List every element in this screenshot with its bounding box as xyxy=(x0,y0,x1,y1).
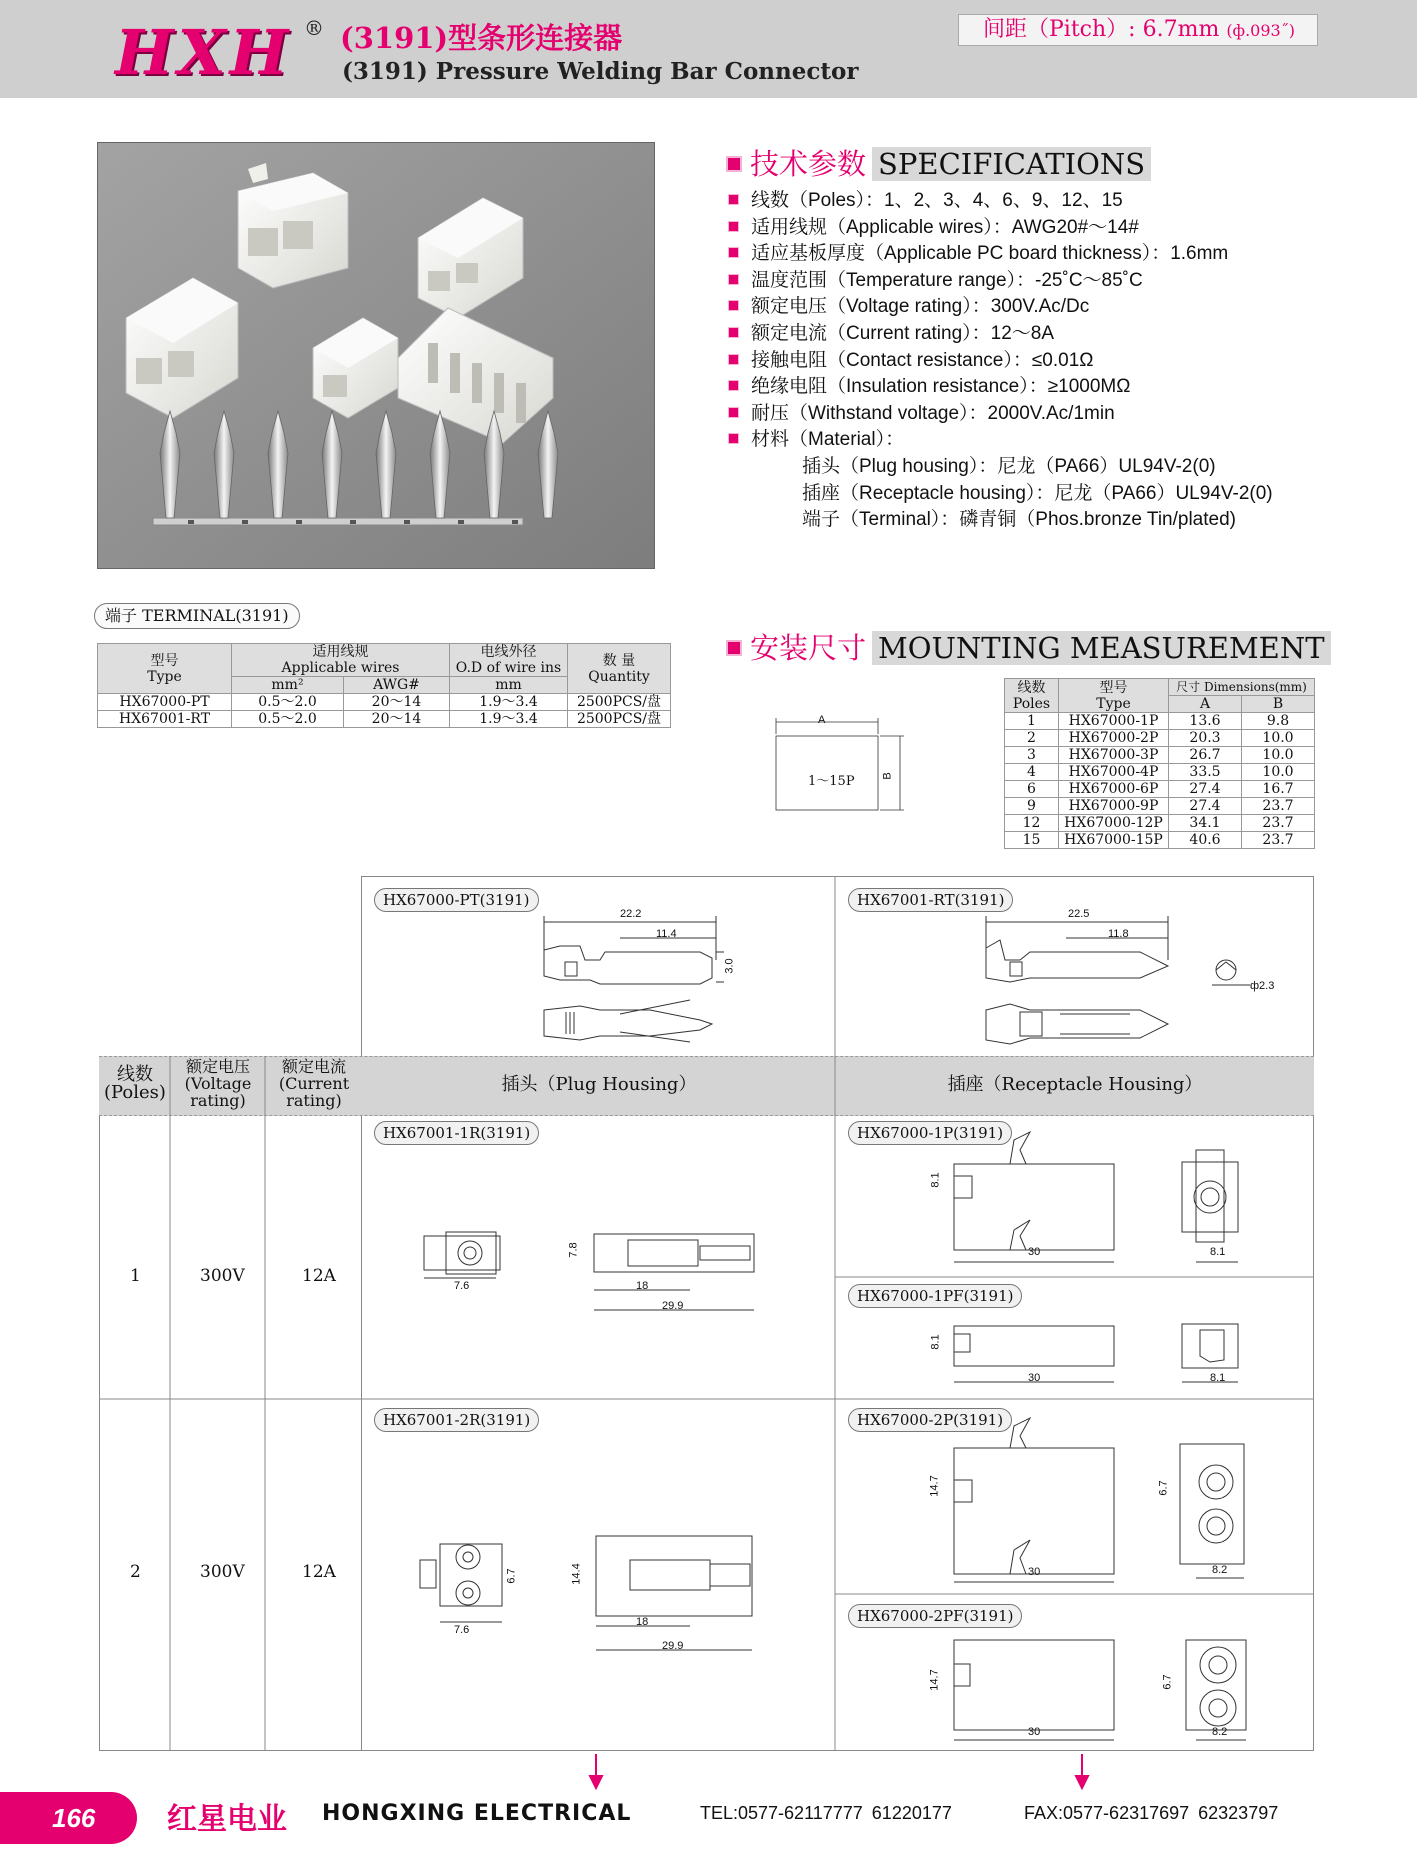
th-b: B xyxy=(1242,696,1315,713)
cell-poles: 15 xyxy=(1005,832,1059,849)
registered-mark: ® xyxy=(304,16,324,40)
spec-item xyxy=(728,268,1273,295)
label-2r: HX67001-2R(3191) xyxy=(374,1408,539,1432)
cell-qty: 2500PCS/盘 xyxy=(568,694,671,711)
square-bullet-icon xyxy=(728,433,739,444)
cell-type: HX67000-1P xyxy=(1059,713,1169,730)
dim-2r-h: 14.4 xyxy=(570,1563,583,1585)
dim-1r-l2: 29.9 xyxy=(662,1300,684,1312)
label-2pf: HX67000-2PF(3191) xyxy=(848,1604,1022,1628)
mounting-diagram xyxy=(768,712,918,820)
table-row xyxy=(1005,798,1315,815)
label-1r: HX67001-1R(3191) xyxy=(374,1121,539,1145)
spec-text: 绝缘电阻（Insulation resistance）：≥1000MΩ xyxy=(751,376,1131,398)
band-text: (Voltage xyxy=(184,1074,252,1093)
cell-mm2: 0.5～2.0 xyxy=(232,711,344,728)
cell-od: 1.9～3.4 xyxy=(450,711,568,728)
cell-type: HX67001-RT xyxy=(98,711,232,728)
dim-1p-w: 8.1 xyxy=(1210,1246,1226,1258)
cell-b: 23.7 xyxy=(1242,815,1315,832)
spec-item xyxy=(728,374,1273,401)
th-type xyxy=(98,644,232,694)
band-text: rating) xyxy=(190,1091,246,1110)
cell-qty: 2500PCS/盘 xyxy=(568,711,671,728)
band-receptacle-housing: 插座（Receptacle Housing） xyxy=(947,1074,1203,1095)
band-text: 额定电流 xyxy=(281,1057,346,1076)
band-voltage xyxy=(172,1058,264,1109)
band-text: (Current xyxy=(278,1074,350,1093)
spec-item xyxy=(728,401,1273,428)
square-bullet-icon xyxy=(726,156,742,172)
dim-2r-l2: 29.9 xyxy=(662,1640,684,1652)
cell-poles: 12 xyxy=(1005,815,1059,832)
dim-2p-h: 14.7 xyxy=(928,1475,941,1497)
cell-a: 27.4 xyxy=(1169,781,1242,798)
square-bullet-icon xyxy=(728,194,739,205)
cell-a: 20.3 xyxy=(1169,730,1242,747)
pitch-label: 间距（Pitch）: xyxy=(983,17,1136,42)
dim-2p-w: 8.2 xyxy=(1212,1564,1228,1576)
dim-1p-h: 8.1 xyxy=(929,1172,942,1188)
mount-poles-range: 1～15P xyxy=(808,774,855,789)
mounting-heading-cn: 安装尺寸 xyxy=(750,631,867,665)
spec-item xyxy=(728,348,1273,375)
telephone: TEL:0577-62117777 61220177 xyxy=(700,1803,952,1823)
dim-2r-l1: 18 xyxy=(636,1616,649,1628)
th-text: 适用线规 xyxy=(312,644,369,660)
dim-1pf-w: 8.1 xyxy=(1210,1372,1226,1384)
table-row xyxy=(98,694,671,711)
spec-text: 适用线规（Applicable wires）：AWG20#～14# xyxy=(751,216,1139,238)
cell-poles: 3 xyxy=(1005,747,1059,764)
spec-text: 适应基板厚度（Applicable PC board thickness）：1.6mm xyxy=(751,243,1229,265)
table-row xyxy=(1005,832,1315,849)
dim-1pf-l: 30 xyxy=(1028,1372,1041,1384)
square-bullet-icon xyxy=(728,327,739,338)
cell-type: HX67000-4P xyxy=(1059,764,1169,781)
page-title-cn: (3191)型条形连接器 xyxy=(340,21,623,55)
dim-2r-pitch: 6.7 xyxy=(505,1568,518,1584)
dim-2pf-l: 30 xyxy=(1028,1726,1041,1738)
cell-awg: 20～14 xyxy=(344,694,450,711)
company-name-cn: 红星电业 xyxy=(167,1802,287,1837)
dim-2r-w: 7.6 xyxy=(454,1624,470,1636)
cell-b: 10.0 xyxy=(1242,764,1315,781)
dim-pt-length: 22.2 xyxy=(620,908,642,920)
cell-b: 10.0 xyxy=(1242,747,1315,764)
square-bullet-icon xyxy=(728,274,739,285)
dim-pt-half: 11.4 xyxy=(656,928,677,940)
cell-awg: 20～14 xyxy=(344,711,450,728)
band-current xyxy=(268,1058,360,1109)
label-2p: HX67000-2P(3191) xyxy=(848,1408,1012,1432)
cell-mm2: 0.5～2.0 xyxy=(232,694,344,711)
cell-type: HX67000-9P xyxy=(1059,798,1169,815)
pitch-value: 6.7mm xyxy=(1142,17,1220,42)
spec-item xyxy=(728,241,1273,268)
dim-1r-l1: 18 xyxy=(636,1280,649,1292)
terminal-tag: 端子 TERMINAL(3191) xyxy=(94,603,300,629)
page-title-en: (3191) Pressure Welding Bar Connector xyxy=(342,58,859,85)
mount-dim-b: B xyxy=(881,772,894,780)
dim-2pf-pitch: 6.7 xyxy=(1161,1674,1174,1690)
dim-rt-length: 22.5 xyxy=(1068,908,1090,920)
dim-rt-half: 11.8 xyxy=(1108,928,1129,940)
band-text: 线数 xyxy=(117,1064,153,1085)
product-photo xyxy=(97,142,655,569)
label-1pf: HX67000-1PF(3191) xyxy=(848,1284,1022,1308)
row1-voltage: 300V xyxy=(200,1266,245,1286)
dim-2p-pitch: 6.7 xyxy=(1157,1480,1170,1496)
cell-poles: 2 xyxy=(1005,730,1059,747)
th-mm2: mm² xyxy=(232,677,344,694)
drawing-grid xyxy=(361,876,1314,1751)
cell-a: 34.1 xyxy=(1169,815,1242,832)
dim-1pf-h: 8.1 xyxy=(929,1334,942,1350)
dim-2pf-h: 14.7 xyxy=(928,1669,941,1691)
cell-a: 33.5 xyxy=(1169,764,1242,781)
th-text: 电线外径 xyxy=(480,644,537,660)
spec-item xyxy=(728,294,1273,321)
table-row xyxy=(1005,747,1315,764)
band-text: rating) xyxy=(286,1091,342,1110)
cell-b: 23.7 xyxy=(1242,832,1315,849)
th-type xyxy=(1059,679,1169,713)
cell-b: 9.8 xyxy=(1242,713,1315,730)
th-text: Poles xyxy=(1012,695,1051,712)
dim-2pf-w: 8.2 xyxy=(1212,1726,1228,1738)
cell-poles: 4 xyxy=(1005,764,1059,781)
square-bullet-icon xyxy=(728,221,739,232)
row1-poles: 1 xyxy=(130,1266,141,1286)
mounting-heading xyxy=(726,626,1331,667)
spec-text: 接触电阻（Contact resistance）：≤0.01Ω xyxy=(751,349,1094,371)
cell-poles: 6 xyxy=(1005,781,1059,798)
material-item: 端子（Terminal）：磷青铜（Phos.bronze Tin/plated) xyxy=(802,509,1236,531)
spec-text: 线数（Poles）：1、2、3、4、6、9、12、15 xyxy=(751,190,1123,211)
page-number: 166 xyxy=(0,1792,137,1844)
company-name-en: HONGXING ELECTRICAL xyxy=(322,1801,632,1826)
th-text: Quantity xyxy=(588,668,650,685)
row2-poles: 2 xyxy=(130,1562,141,1582)
th-a: A xyxy=(1169,696,1242,713)
th-poles xyxy=(1005,679,1059,713)
rating-column-box xyxy=(99,1056,362,1751)
th-text: 数 量 xyxy=(602,652,636,669)
band-plug-housing: 插头（Plug Housing） xyxy=(501,1074,697,1095)
specs-heading xyxy=(726,142,1151,183)
cell-type: HX67000-PT xyxy=(98,694,232,711)
cell-a: 40.6 xyxy=(1169,832,1242,849)
cell-type: HX67000-15P xyxy=(1059,832,1169,849)
material-item: 插座（Receptacle housing）：尼龙（PA66）UL94V-2(0) xyxy=(802,482,1273,504)
cell-b: 23.7 xyxy=(1242,798,1315,815)
table-row xyxy=(1005,764,1315,781)
cell-od: 1.9～3.4 xyxy=(450,694,568,711)
dim-1r-h: 7.8 xyxy=(567,1242,580,1258)
square-bullet-icon xyxy=(728,407,739,418)
th-text: O.D of wire ins xyxy=(455,660,562,676)
band-poles xyxy=(102,1066,168,1102)
cell-a: 13.6 xyxy=(1169,713,1242,730)
arrow-down-icon xyxy=(590,1776,602,1788)
spec-text: 材料（Material）： xyxy=(751,429,905,451)
dim-1r-w: 7.6 xyxy=(454,1280,470,1292)
row2-voltage: 300V xyxy=(200,1562,245,1582)
pitch-inch: (ф.093˝) xyxy=(1226,21,1295,40)
table-header-row xyxy=(1005,679,1315,696)
specs-heading-cn: 技术参数 xyxy=(750,147,867,181)
th-od-unit: mm xyxy=(450,677,568,694)
square-bullet-icon xyxy=(728,247,739,258)
table-header-row xyxy=(98,644,671,677)
cell-b: 10.0 xyxy=(1242,730,1315,747)
th-dims: 尺寸 Dimensions(mm) xyxy=(1169,679,1315,696)
fax: FAX:0577-62317697 62323797 xyxy=(1024,1803,1279,1823)
label-1p: HX67000-1P(3191) xyxy=(848,1121,1012,1145)
row1-current: 12A xyxy=(302,1266,336,1286)
cell-a: 26.7 xyxy=(1169,747,1242,764)
cell-type: HX67000-2P xyxy=(1059,730,1169,747)
square-bullet-icon xyxy=(726,640,742,656)
cell-poles: 1 xyxy=(1005,713,1059,730)
cell-b: 16.7 xyxy=(1242,781,1315,798)
cell-type: HX67000-3P xyxy=(1059,747,1169,764)
th-od xyxy=(450,644,568,677)
arrow-down-icon xyxy=(1076,1776,1088,1788)
table-row xyxy=(1005,781,1315,798)
row2-current: 12A xyxy=(302,1562,336,1582)
mount-dim-a: A xyxy=(818,714,826,726)
square-bullet-icon xyxy=(728,354,739,365)
th-text: Applicable wires xyxy=(281,660,400,676)
th-qty xyxy=(568,644,671,694)
cell-type: HX67000-12P xyxy=(1059,815,1169,832)
cell-poles: 9 xyxy=(1005,798,1059,815)
th-text: Type xyxy=(1096,695,1131,712)
table-row xyxy=(1005,730,1315,747)
table-row xyxy=(98,711,671,728)
cell-type: HX67000-6P xyxy=(1059,781,1169,798)
square-bullet-icon xyxy=(728,380,739,391)
spec-item xyxy=(728,215,1273,242)
th-text: 线数 xyxy=(1017,679,1046,696)
spec-text: 温度范围（Temperature range）：-25˚C～85˚C xyxy=(751,269,1143,291)
specs-heading-en: SPECIFICATIONS xyxy=(872,147,1151,181)
band-text: 额定电压 xyxy=(185,1057,250,1076)
th-wires xyxy=(232,644,450,677)
mounting-heading-en: MOUNTING MEASUREMENT xyxy=(872,631,1331,665)
band-text: (Poles) xyxy=(104,1082,166,1103)
brand-logo: HXH xyxy=(115,16,293,89)
label-pt: HX67000-PT(3191) xyxy=(374,888,539,912)
cell-a: 27.4 xyxy=(1169,798,1242,815)
square-bullet-icon xyxy=(728,300,739,311)
th-text: Type xyxy=(147,668,182,685)
spec-text: 额定电流（Current rating）：12～8A xyxy=(751,322,1055,344)
table-row xyxy=(1005,713,1315,730)
th-text: 型号 xyxy=(150,652,179,669)
th-awg: AWG# xyxy=(344,677,450,694)
th-text: 型号 xyxy=(1099,679,1128,696)
mounting-table xyxy=(1004,678,1315,849)
spec-text: 额定电压（Voltage rating）：300V.Ac/Dc xyxy=(751,296,1090,318)
spec-item xyxy=(728,427,1273,454)
dim-rt-dia: ф2.3 xyxy=(1250,980,1275,992)
table-row xyxy=(1005,815,1315,832)
pitch-badge xyxy=(958,14,1318,46)
label-rt: HX67001-RT(3191) xyxy=(848,888,1013,912)
material-item: 插头（Plug housing）：尼龙（PA66）UL94V-2(0) xyxy=(802,455,1216,477)
dim-1p-l: 30 xyxy=(1028,1246,1041,1258)
terminal-table xyxy=(97,643,671,728)
spec-item xyxy=(728,321,1273,348)
spec-text: 耐压（Withstand voltage）：2000V.Ac/1min xyxy=(751,402,1115,424)
dim-2p-l: 30 xyxy=(1028,1566,1041,1578)
specs-list xyxy=(728,188,1273,534)
spec-item xyxy=(728,188,1273,215)
dim-pt-width: 3.0 xyxy=(723,958,736,974)
